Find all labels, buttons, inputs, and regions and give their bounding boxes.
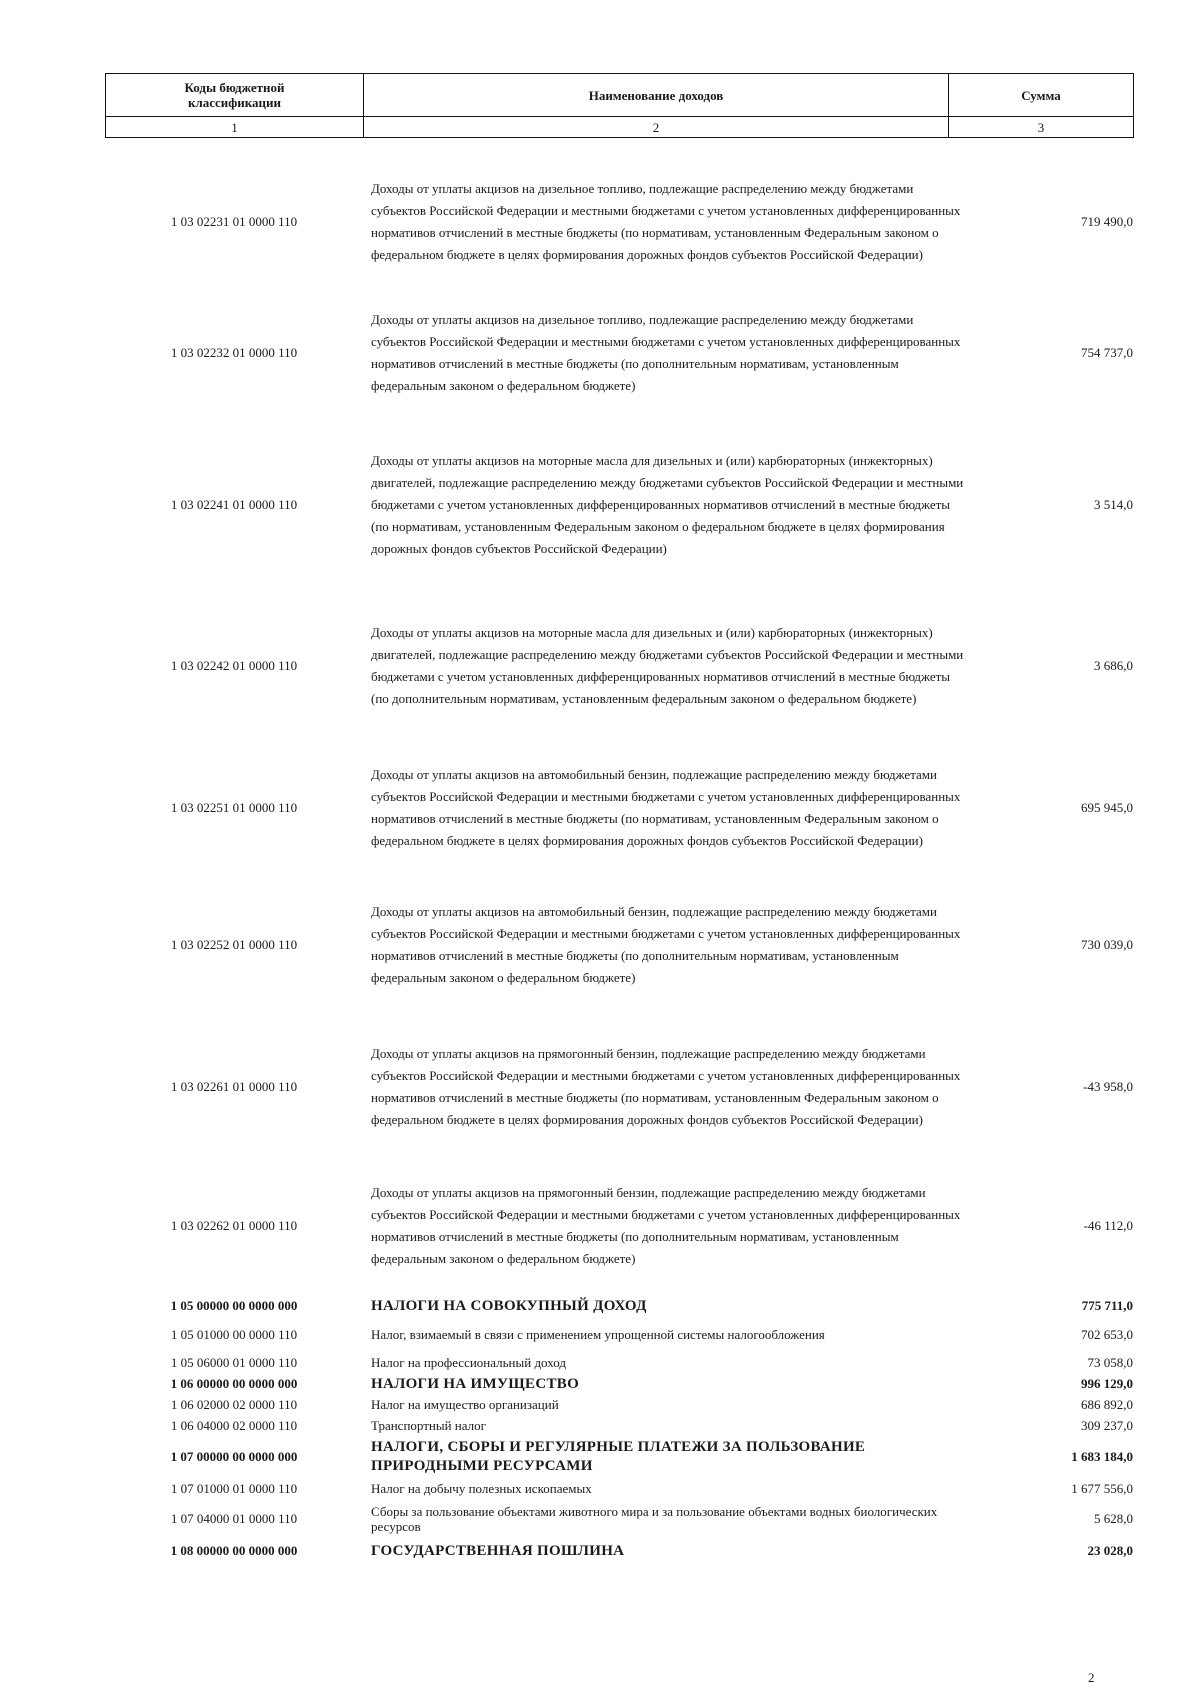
row-code: 1 05 06000 01 0000 110 (170, 1354, 298, 1370)
row-name: Доходы от уплаты акцизов на автомобильный бензин, подлежащие распределению между бюджетами субъектов Российской Федерации и местными бюджетами с учетом установленных дифференцированных нормативов отчислений в местные бюджеты (по нормативам, установленным Федеральным законом о федеральном бюджете в целях формирования дорожных фондов субъектов Российской Федерации) (371, 766, 961, 848)
row-code: 1 03 02262 01 0000 110 (170, 1218, 298, 1233)
table-row (105, 1538, 1133, 1564)
table-row (105, 591, 1133, 741)
table-row (105, 1294, 1133, 1317)
row-code: 1 05 00000 00 0000 000 (170, 1297, 298, 1313)
row-name: Доходы от уплаты акцизов на моторные масла для дизельных и (или) карбюраторных (инжекторных) двигателей, подлежащие распределению между бюджетами субъектов Российской Федерации и местными бюджетами с учетом установленных дифференцированных нормативов отчислений в местные бюджеты (по дополнительным нормативам, установленным федеральным законом о федеральном бюджете) (371, 625, 964, 706)
table-row (105, 1415, 1133, 1436)
row-name: Доходы от уплаты акцизов на автомобильный бензин, подлежащие распределению между бюджетами субъектов Российской Федерации и местными бюджетами с учетом установленных дифференцированных нормативов отчислений в местные бюджеты (по дополнительным нормативам, установленным федеральным законом о федеральном бюджете) (371, 904, 961, 985)
table-row (105, 1436, 1133, 1478)
row-amount: 5 628,0 (1094, 1511, 1133, 1526)
row-amount: 775 711,0 (1081, 1297, 1133, 1313)
row-amount: -46 112,0 (1083, 1218, 1133, 1233)
header-num-1: 1 (106, 117, 364, 138)
row-code: 1 05 01000 00 0000 110 (170, 1326, 298, 1342)
row-name: Доходы от уплаты акцизов на дизельное топливо, подлежащие распределению между бюджетами субъектов Российской Федерации и местными бюджетами с учетом установленных дифференцированных нормативов отчислений в местные бюджеты (по дополнительным нормативам, установленным федеральным законом о федеральном бюджете) (371, 312, 961, 393)
row-amount: 719 490,0 (1081, 214, 1133, 229)
header-num-2: 2 (364, 117, 949, 138)
row-code: 1 03 02251 01 0000 110 (170, 799, 298, 815)
row-name: Доходы от уплаты акцизов на дизельное топливо, подлежащие распределению между бюджетами субъектов Российской Федерации и местными бюджетами с учетом установленных дифференцированных нормативов отчислений в местные бюджеты (по нормативам, установленным Федеральным законом о федеральном бюджете в целях формирования дорожных фондов субъектов Российской Федерации) (371, 181, 961, 262)
table-row (105, 741, 1133, 874)
row-amount: 3 686,0 (1094, 658, 1133, 673)
row-code: 1 07 01000 01 0000 110 (170, 1481, 298, 1496)
row-name: ГОСУДАРСТВЕННАЯ ПОШЛИНА (371, 1543, 625, 1559)
table-header (105, 73, 1134, 138)
table-row (105, 1394, 1133, 1415)
row-name: Налог на имущество организаций (371, 1396, 559, 1412)
row-amount: -43 958,0 (1083, 1079, 1133, 1094)
revenue-rows (105, 156, 1133, 1564)
row-code: 1 07 00000 00 0000 000 (170, 1449, 298, 1464)
row-name: Доходы от уплаты акцизов на прямогонный бензин, подлежащие распределению между бюджетами субъектов Российской Федерации и местными бюджетами с учетом установленных дифференцированных нормативов отчислений в местные бюджеты (по дополнительным нормативам, установленным федеральным законом о федеральном бюджете) (371, 1185, 961, 1266)
row-amount: 1 683 184,0 (1071, 1449, 1133, 1464)
row-amount: 23 028,0 (1087, 1543, 1133, 1558)
row-amount: 754 737,0 (1081, 345, 1133, 360)
header-num-3: 3 (949, 117, 1134, 138)
row-code: 1 03 02241 01 0000 110 (170, 496, 298, 512)
row-code: 1 07 04000 01 0000 110 (170, 1511, 298, 1526)
row-amount: 730 039,0 (1081, 937, 1133, 952)
row-name: НАЛОГИ НА ИМУЩЕСТВО (371, 1375, 580, 1392)
header-codes-line1: Коды бюджетной (184, 80, 285, 95)
page-number: 2 (1088, 1670, 1095, 1685)
row-code: 1 03 02252 01 0000 110 (170, 937, 298, 952)
table-row (105, 156, 1133, 288)
header-name: Наименование доходов (364, 74, 949, 117)
header-sum: Сумма (949, 74, 1134, 117)
row-name: Доходы от уплаты акцизов на моторные масла для дизельных и (или) карбюраторных (инжекторных) двигателей, подлежащие распределению между бюджетами субъектов Российской Федерации и местными бюджетами с учетом установленных дифференцированных нормативов отчислений в местные бюджеты (по нормативам, установленным Федеральным законом о федеральном бюджете в целях формирования дорожных фондов субъектов Российской Федерации) (371, 452, 964, 556)
row-code: 1 03 02231 01 0000 110 (170, 214, 298, 229)
row-code: 1 03 02261 01 0000 110 (170, 1079, 298, 1094)
table-row (105, 874, 1133, 1016)
row-name: Налог на профессиональный доход (371, 1354, 566, 1370)
row-amount: 686 892,0 (1081, 1396, 1133, 1412)
table-row (105, 1478, 1133, 1500)
row-code: 1 06 04000 02 0000 110 (170, 1417, 298, 1433)
row-amount: 1 677 556,0 (1071, 1481, 1133, 1496)
table-row (105, 1317, 1133, 1352)
row-name: Транспортный налог (371, 1417, 486, 1433)
row-amount: 695 945,0 (1081, 799, 1133, 815)
table-row (105, 1500, 1133, 1538)
row-code: 1 03 02232 01 0000 110 (170, 345, 298, 360)
row-name: Сборы за пользование объектами животного мира и за пользование объектами водных биологических ресурсов (371, 1503, 938, 1534)
header-codes-line2: классификации (187, 95, 282, 110)
row-code: 1 08 00000 00 0000 000 (170, 1543, 298, 1558)
row-code: 1 06 00000 00 0000 000 (170, 1375, 298, 1391)
row-amount: 3 514,0 (1094, 496, 1133, 512)
row-amount: 73 058,0 (1087, 1354, 1133, 1370)
table-row (105, 1373, 1133, 1394)
row-amount: 702 653,0 (1081, 1326, 1133, 1342)
row-code: 1 06 02000 02 0000 110 (170, 1396, 298, 1412)
row-name: Налог, взимаемый в связи с применением упрощенной системы налогообложения (371, 1326, 825, 1342)
row-amount: 996 129,0 (1081, 1375, 1133, 1391)
row-name: НАЛОГИ НА СОВОКУПНЫЙ ДОХОД (371, 1297, 647, 1314)
header-codes (106, 74, 364, 117)
table-row (105, 1158, 1133, 1294)
row-name: Налог на добычу полезных ископаемых (371, 1481, 592, 1496)
row-name: НАЛОГИ, СБОРЫ И РЕГУЛЯРНЫЕ ПЛАТЕЖИ ЗА ПОЛЬЗОВАНИЕ ПРИРОДНЫМИ РЕСУРСАМИ (371, 1439, 866, 1474)
table-row (105, 1352, 1133, 1373)
row-code: 1 03 02242 01 0000 110 (170, 658, 298, 673)
table-row (105, 418, 1133, 591)
table-row (105, 1016, 1133, 1158)
table-row (105, 288, 1133, 418)
row-amount: 309 237,0 (1081, 1417, 1133, 1433)
row-name: Доходы от уплаты акцизов на прямогонный бензин, подлежащие распределению между бюджетами субъектов Российской Федерации и местными бюджетами с учетом установленных дифференцированных нормативов отчислений в местные бюджеты (по нормативам, установленным Федеральным законом о федеральном бюджете в целях формирования дорожных фондов субъектов Российской Федерации) (371, 1046, 961, 1127)
